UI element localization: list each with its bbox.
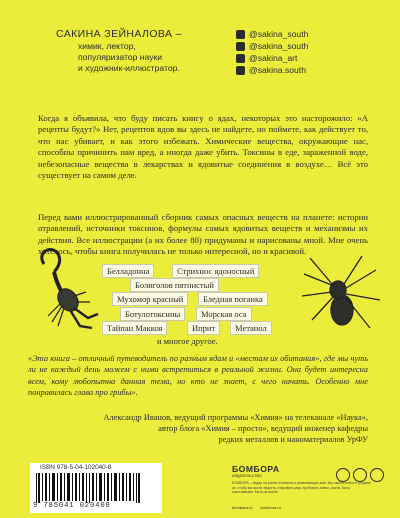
scorpion-illustration	[14, 246, 106, 332]
tags-ending: и многое другое.	[157, 336, 218, 346]
review-signature: редких металлов и наноматериалов УрФУ	[218, 435, 368, 444]
author-role: популяризатор науки	[78, 52, 163, 62]
description-paragraph: Перед вами иллюстрированный сборник самых опасных веществ на планете: истории отравлений, источники токсинов, формулы самых ядовитых веществ и механизмы их действия. Все иллюстрации (а их более 80) придуманы и нарисованы мной. Мне очень хотелось, чтобы книга получилась не только интересной, но и красивой.	[38, 212, 368, 257]
isbn: ISBN 978-5-04-102040-8	[40, 464, 112, 471]
telegram-icon	[236, 42, 245, 51]
spider-illustration	[296, 250, 386, 342]
barcode-number: 9 785041 020408	[33, 502, 111, 510]
social-handle: @sakina.south	[249, 65, 306, 75]
tag-item: Тайпан Маккоя	[102, 321, 167, 335]
author-role: химик, лектор,	[78, 41, 136, 51]
social-circle-icon	[353, 468, 367, 482]
social-circle-icon	[336, 468, 350, 482]
publisher-subtitle: ИЗДАТЕЛЬСТВО	[232, 474, 262, 478]
tag-item: Метанол	[230, 321, 272, 335]
author-role: и художник-иллюстратор.	[78, 63, 180, 73]
vk-icon	[236, 30, 245, 39]
review-signature: Александр Иванов, ведущий программы «Химия» на телеканале «Наука»,	[103, 413, 368, 422]
social-handle: @sakina_art	[249, 53, 298, 63]
intro-paragraph: Когда я объявила, что буду писать книгу о ядах, некоторых это насторожило: «А рецепты будут?» Нет, рецептов ядов вы здесь не найдете, но поймете, как действует то, что нас убивает, и как этого избежать. Химические вещества, окружающие нас, способны причинить нам вред, а иногда даже убить. Токсины в еде, зараженной воде, небезопасные вещества в лекарствах и ядовитые соединения в воздухе… Всё это существует на самом деле.	[38, 113, 368, 181]
publisher-link[interactable]: bombora.ru	[232, 505, 253, 510]
publisher-link[interactable]: bombora.ru	[260, 505, 281, 510]
social-vk[interactable]	[236, 29, 308, 39]
social-youtube[interactable]	[236, 65, 306, 75]
author-name: САКИНА ЗЕЙНАЛОВА –	[56, 28, 182, 40]
tag-item: Иприт	[187, 321, 220, 335]
publisher-logo: БОМБОРА	[232, 464, 280, 474]
tag-item: Стрихнос ядоносный	[172, 264, 259, 278]
tag-item: Мухомор красный	[112, 292, 188, 306]
tag-item: Белладонна	[102, 264, 154, 278]
social-telegram-art[interactable]	[236, 53, 297, 63]
publisher-social-icons	[336, 468, 384, 482]
tag-item: Бледная поганка	[198, 292, 268, 306]
review-signature: автор блога «Химия – просто», ведущий инженер кафедры	[158, 424, 368, 433]
telegram-icon	[236, 54, 245, 63]
publisher-links	[232, 505, 281, 510]
tag-item: Ботулотоксины	[120, 307, 185, 321]
tag-item: Болиголов пятнистый	[130, 278, 219, 292]
youtube-icon	[236, 66, 245, 75]
social-circle-icon	[370, 468, 384, 482]
social-handle: @sakina_south	[249, 41, 309, 51]
social-handle: @sakina_south	[249, 29, 309, 39]
review-quote: «Эта книга – отличный путеводитель по разным ядам и «местам их обитания», где мы чуть ли не каждый день можем с ними встретиться в реальной жизни. Она будет интересна всем, кому любопытна данная тема, но кто не знает, с чего начать. Особенно мне понравилась глава про грибы».	[28, 354, 368, 398]
social-telegram[interactable]	[236, 41, 308, 51]
tag-item: Морская оса	[196, 307, 252, 321]
publisher-text: БОМБОРА – лидер на рынке полезных и развивающих книг. Мы любим книги и создаем их, чтобы вы могли творить, открывать мир, пробовать новое, расти. Быть счастливыми. Быть на волне.	[232, 481, 371, 494]
